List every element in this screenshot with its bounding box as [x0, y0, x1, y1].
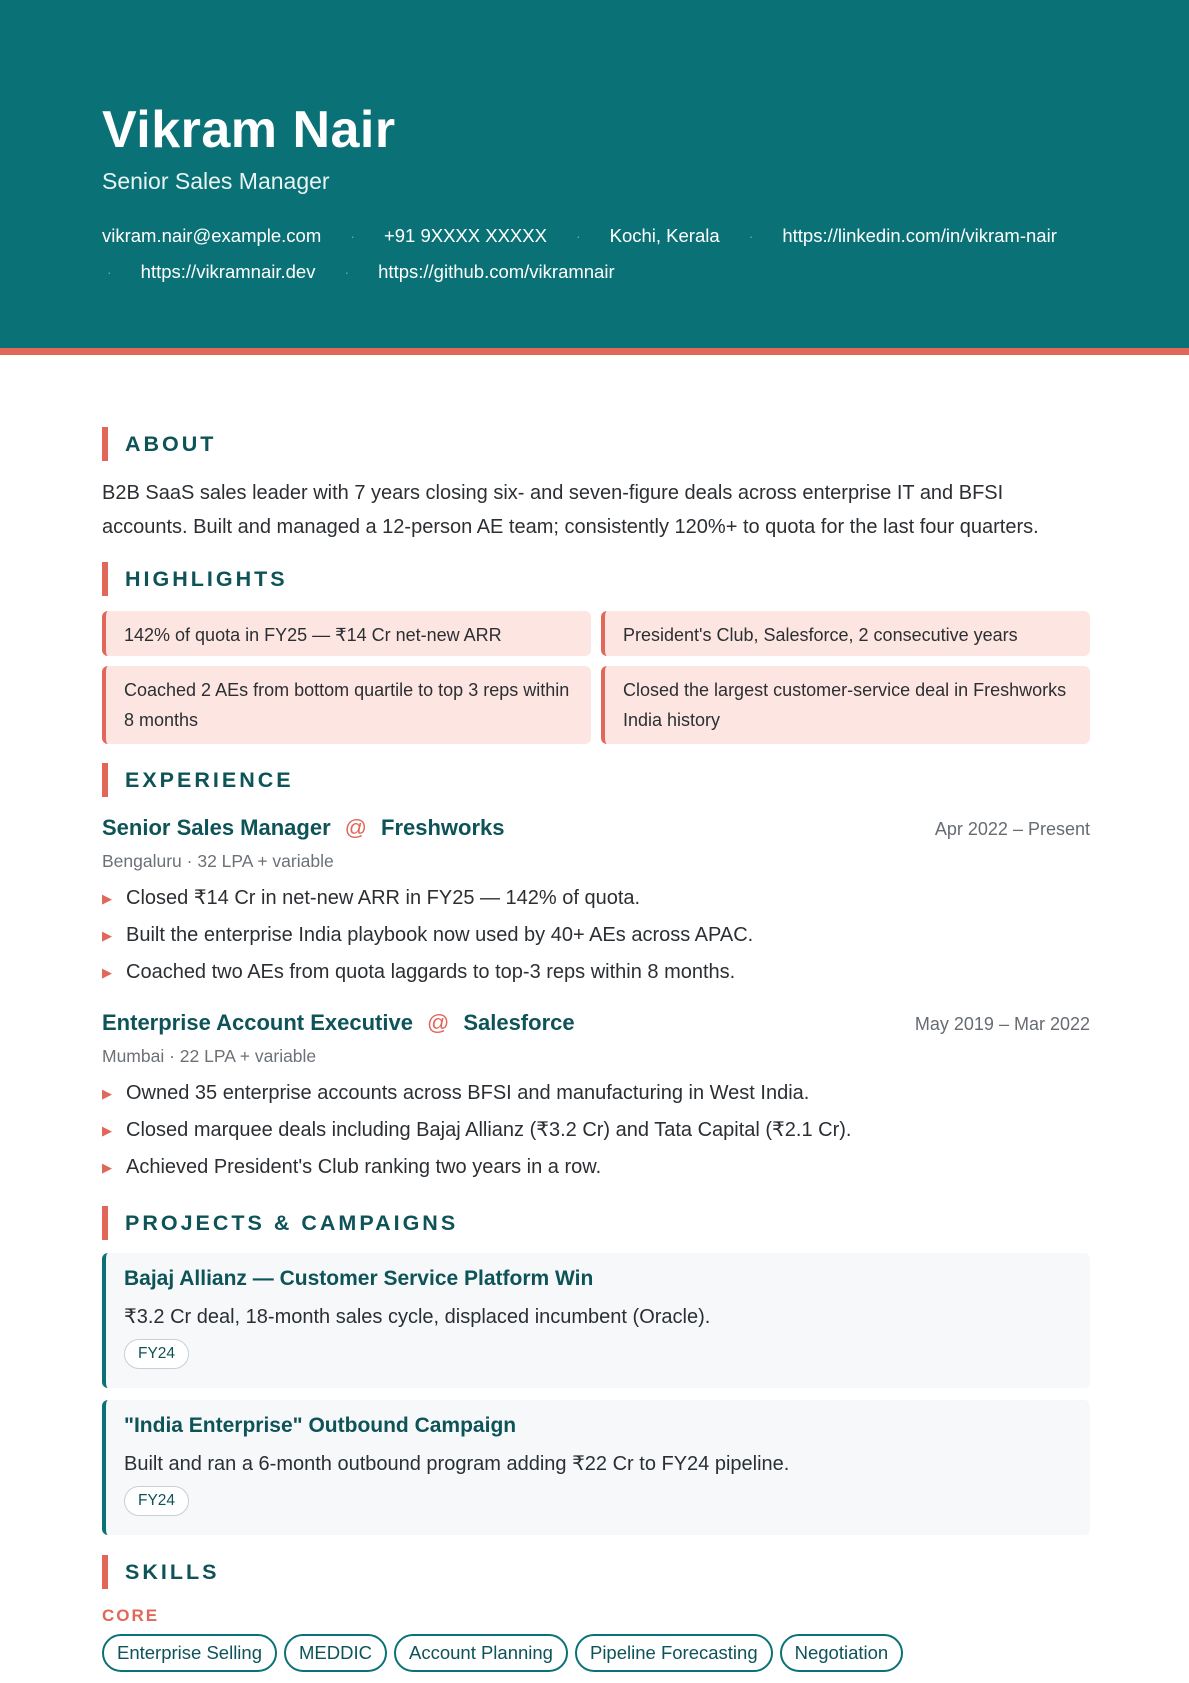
project-title: "India Enterprise" Outbound Campaign: [124, 1414, 517, 1437]
project-card: [102, 1253, 1090, 1388]
highlight-card: 142% of quota in FY25 — ₹14 Cr net-new ARR: [102, 611, 591, 656]
section-title-highlights: HIGHLIGHTS: [102, 562, 288, 596]
contact-separator: ·: [350, 228, 355, 244]
bullet-item: [102, 917, 1090, 954]
skill-chips: [102, 1634, 903, 1672]
at-symbol: @: [344, 815, 367, 840]
bullet-item: [102, 954, 1090, 991]
job-title: Enterprise Account Executive: [102, 1010, 413, 1035]
contact-line-2: [107, 254, 1102, 290]
job-title-line: [102, 815, 505, 841]
experience-entry: [102, 815, 1090, 991]
resume-header: [0, 0, 1189, 355]
highlight-card: Closed the largest customer-service deal in Freshworks India history: [601, 666, 1090, 744]
bullet-text: Achieved President's Club ranking two years in a row.: [126, 1156, 602, 1178]
project-description: Built and ran a 6-month outbound program adding ₹22 Cr to FY24 pipeline.: [124, 1453, 790, 1475]
candidate-role: Senior Sales Manager: [102, 168, 330, 194]
contact-separator: ·: [575, 228, 581, 244]
contact-separator: ·: [107, 264, 112, 280]
bullet-item: [102, 1112, 1090, 1149]
contact-linkedin[interactable]: https://linkedin.com/in/vikram-nair: [782, 225, 1057, 246]
triangle-bullet-icon: ▶: [102, 891, 112, 906]
job-title: Senior Sales Manager: [102, 815, 331, 840]
triangle-bullet-icon: ▶: [102, 928, 112, 943]
project-description: ₹3.2 Cr deal, 18-month sales cycle, displaced incumbent (Oracle).: [124, 1306, 711, 1328]
highlights-grid: [102, 611, 1090, 744]
job-bullets: [102, 880, 1090, 991]
project-card: [102, 1400, 1090, 1535]
contact-website[interactable]: https://vikramnair.dev: [140, 261, 316, 282]
highlight-card: President's Club, Salesforce, 2 consecutive years: [601, 611, 1090, 656]
contact-separator: ·: [344, 264, 350, 280]
section-title-about: ABOUT: [102, 427, 216, 461]
job-title-line: [102, 1010, 575, 1036]
contact-phone[interactable]: +91 9XXXX XXXXX: [383, 225, 547, 246]
job-meta: Bengaluru · 32 LPA + variable: [102, 851, 334, 871]
contact-email[interactable]: vikram.nair@example.com: [102, 225, 322, 246]
job-bullets: [102, 1075, 1090, 1186]
triangle-bullet-icon: ▶: [102, 1086, 112, 1101]
skill-chip: Negotiation: [780, 1634, 904, 1672]
contact-line-1: [102, 218, 1102, 254]
bullet-text: Built the enterprise India playbook now used by 40+ AEs across APAC.: [126, 924, 754, 946]
project-title: Bajaj Allianz — Customer Service Platform Win: [124, 1267, 594, 1290]
contact-list: [102, 218, 1102, 290]
job-meta: Mumbai · 22 LPA + variable: [102, 1046, 317, 1066]
section-title-experience: EXPERIENCE: [102, 763, 294, 797]
project-tag: FY24: [124, 1339, 189, 1369]
bullet-text: Closed ₹14 Cr in net-new ARR in FY25 — 142% of quota.: [126, 887, 641, 909]
triangle-bullet-icon: ▶: [102, 1160, 112, 1175]
skill-chip: Pipeline Forecasting: [575, 1634, 773, 1672]
skill-group-label: CORE: [102, 1606, 160, 1625]
skill-chip: Account Planning: [394, 1634, 568, 1672]
bullet-item: [102, 1075, 1090, 1112]
bullet-text: Owned 35 enterprise accounts across BFSI and manufacturing in West India.: [126, 1082, 810, 1104]
contact-separator: ·: [748, 228, 754, 244]
about-text: B2B SaaS sales leader with 7 years closing six- and seven-figure deals across enterprise IT and BFSI accounts. Built and managed a 12-person AE team; consistently 120%+ to quota for the last four quarters.: [102, 482, 1039, 538]
skill-chip: Enterprise Selling: [102, 1634, 277, 1672]
candidate-name: Vikram Nair: [102, 101, 396, 159]
job-dates: May 2019 – Mar 2022: [914, 1014, 1090, 1034]
contact-location: Kochi, Kerala: [609, 225, 720, 246]
job-header: [102, 1010, 1090, 1036]
job-header: [102, 815, 1090, 841]
highlight-card: Coached 2 AEs from bottom quartile to top 3 reps within 8 months: [102, 666, 591, 744]
bullet-item: [102, 880, 1090, 917]
project-tag: FY24: [124, 1486, 189, 1516]
triangle-bullet-icon: ▶: [102, 965, 112, 980]
experience-entry: [102, 1010, 1090, 1186]
job-company: Freshworks: [381, 815, 505, 840]
bullet-text: Closed marquee deals including Bajaj Allianz (₹3.2 Cr) and Tata Capital (₹2.1 Cr).: [126, 1119, 852, 1141]
triangle-bullet-icon: ▶: [102, 1123, 112, 1138]
skill-chip: MEDDIC: [284, 1634, 387, 1672]
job-company: Salesforce: [463, 1010, 575, 1035]
contact-github[interactable]: https://github.com/vikramnair: [378, 261, 615, 282]
section-title-projects: PROJECTS & CAMPAIGNS: [102, 1206, 458, 1240]
job-dates: Apr 2022 – Present: [934, 819, 1090, 839]
bullet-item: [102, 1149, 1090, 1186]
section-title-skills: SKILLS: [102, 1555, 219, 1589]
at-symbol: @: [426, 1010, 450, 1035]
bullet-text: Coached two AEs from quota laggards to top-3 reps within 8 months.: [126, 961, 736, 983]
